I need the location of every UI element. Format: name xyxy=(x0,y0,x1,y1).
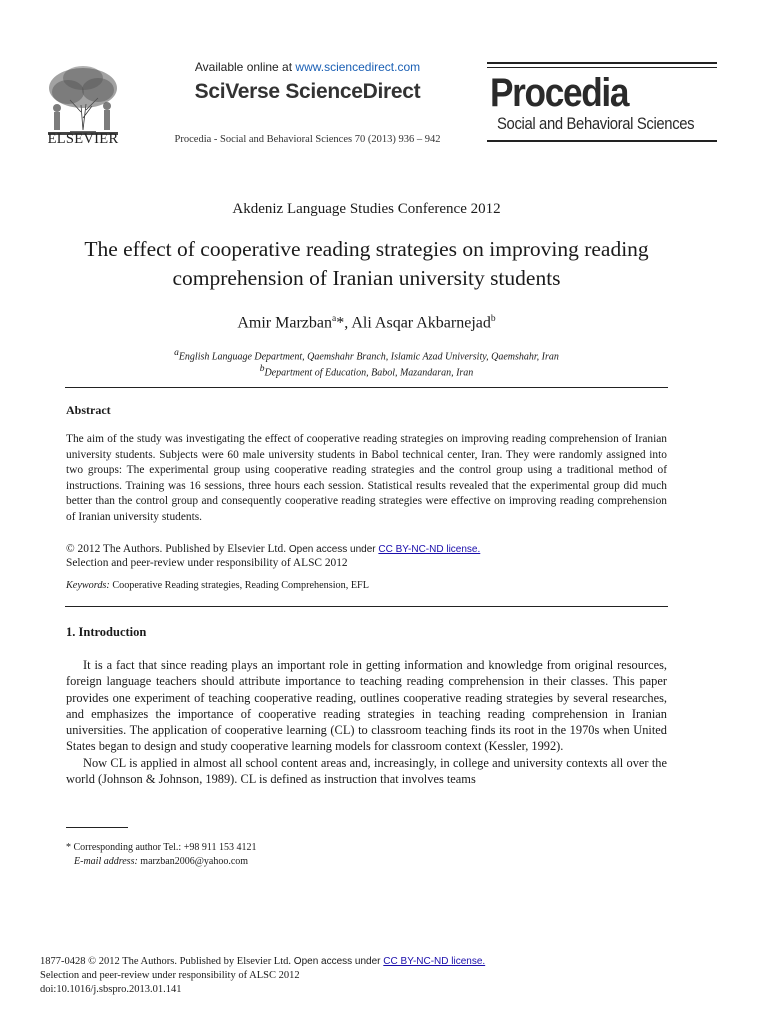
keywords-line xyxy=(66,580,369,591)
publisher-name: ELSEVIER xyxy=(47,131,119,147)
keywords-label: Keywords: xyxy=(66,580,110,591)
page-footer xyxy=(40,955,700,997)
corresponding-author-note: * Corresponding author Tel.: +98 911 153 4121 xyxy=(66,842,257,853)
author-name: Amir Marzban xyxy=(237,314,332,332)
availability-prefix: Available online at xyxy=(194,60,296,74)
divider xyxy=(65,387,668,388)
affiliation-mark: a xyxy=(174,348,179,358)
affiliation-text: English Language Department, Qaemshahr Branch, Islamic Azad University, Qaemshahr, Iran xyxy=(178,351,559,363)
issn-copyright: 1877-0428 © 2012 The Authors. Published by Elsevier Ltd. xyxy=(40,956,292,967)
footnote-rule xyxy=(66,827,128,828)
affiliation-mark: b xyxy=(259,364,265,375)
affiliation-text: Department of Education, Babol, Mazandaran, Iran xyxy=(264,367,474,379)
author-list xyxy=(0,314,733,332)
author-name: Ali Asqar Akbarnejad xyxy=(351,314,491,332)
affiliations xyxy=(40,347,693,380)
affiliation xyxy=(40,347,693,363)
license-link[interactable]: CC BY-NC-ND license. xyxy=(378,544,481,555)
paper-title: The effect of cooperative reading strategies on improving reading comprehension of Iranian university students xyxy=(84,237,649,290)
peer-review-note: Selection and peer-review under responsibility of ALSC 2012 xyxy=(66,557,348,569)
copyright-line xyxy=(66,543,667,556)
procedia-rule-top xyxy=(487,62,717,64)
paragraph: Now CL is applied in almost all school content areas and, increasingly, in college and university contexts all over the world (Johnson & Johnson, 1989). CL is defined as instruction that involves teams xyxy=(66,755,667,787)
affiliation-mark: a xyxy=(332,314,337,324)
divider xyxy=(65,606,668,607)
procedia-rule-top-thin xyxy=(487,67,717,68)
email-label: E-mail address: xyxy=(74,856,138,867)
abstract-body: The aim of the study was investigating the effect of cooperative reading strategies on improving reading comprehension of Iranian university students. Subjects were 60 male university students in Babol technical center, Iran. They were randomly assigned into two groups: The experimental group using cooperative reading strategies and the control group using a traditional method of instructions. Training was 16 sessions, three hours each session. Statistical results revealed that the experimental group did much better than the control group and consequently cooperative reading strategies were effective on improving reading comprehension of Iranian university students. xyxy=(66,433,667,523)
affiliation-mark: b xyxy=(490,314,496,324)
journal-brand: Procedia xyxy=(490,71,629,115)
license-link[interactable]: CC BY-NC-ND license. xyxy=(383,956,486,967)
author-separator: *, xyxy=(336,314,352,332)
email-address: marzban2006@yahoo.com xyxy=(137,856,249,867)
doi: doi:10.1016/j.sbspro.2013.01.141 xyxy=(40,984,182,995)
section-heading-introduction: 1. Introduction xyxy=(66,625,147,639)
email-note xyxy=(74,856,248,867)
conference-name: Akdeniz Language Studies Conference 2012 xyxy=(232,201,501,217)
paragraph: It is a fact that since reading plays an important role in getting information and knowledge from original resources, foreign language teachers should attribute importance to teaching reading comprehension in their classes. This paper provides one experiment of teaching cooperative reading, outlines cooperative reading strategies by several researches, and emphasizes the importance of cooperative reading strategies in teaching reading comprehension in Iranian universities. The application of cooperative learning (CL) to classroom teaching finds its root in the 1970s when United States began to design and study cooperative learning models for classroom context (Kessler, 1992). xyxy=(66,658,667,754)
open-access-text: Open access under xyxy=(291,956,384,967)
procedia-rule-bottom xyxy=(487,140,717,142)
journal-subtitle: Social and Behavioral Sciences xyxy=(497,115,695,133)
journal-reference: Procedia - Social and Behavioral Sciences 70 (2013) 936 – 942 xyxy=(174,134,441,145)
copyright-text: © 2012 The Authors. Published by Elsevier Ltd. xyxy=(66,543,287,555)
keywords-list: Cooperative Reading strategies, Reading Comprehension, EFL xyxy=(109,580,369,591)
sciencedirect-url[interactable]: www.sciencedirect.com xyxy=(295,60,421,74)
open-access-text: Open access under xyxy=(286,544,379,555)
availability-line xyxy=(165,60,450,74)
footer-selection: Selection and peer-review under responsibility of ALSC 2012 xyxy=(40,970,300,981)
introduction-body xyxy=(66,657,667,787)
footer-copyright xyxy=(40,955,700,969)
platform-name: SciVerse ScienceDirect xyxy=(194,80,421,103)
affiliation xyxy=(40,363,693,379)
abstract-heading: Abstract xyxy=(66,403,111,417)
